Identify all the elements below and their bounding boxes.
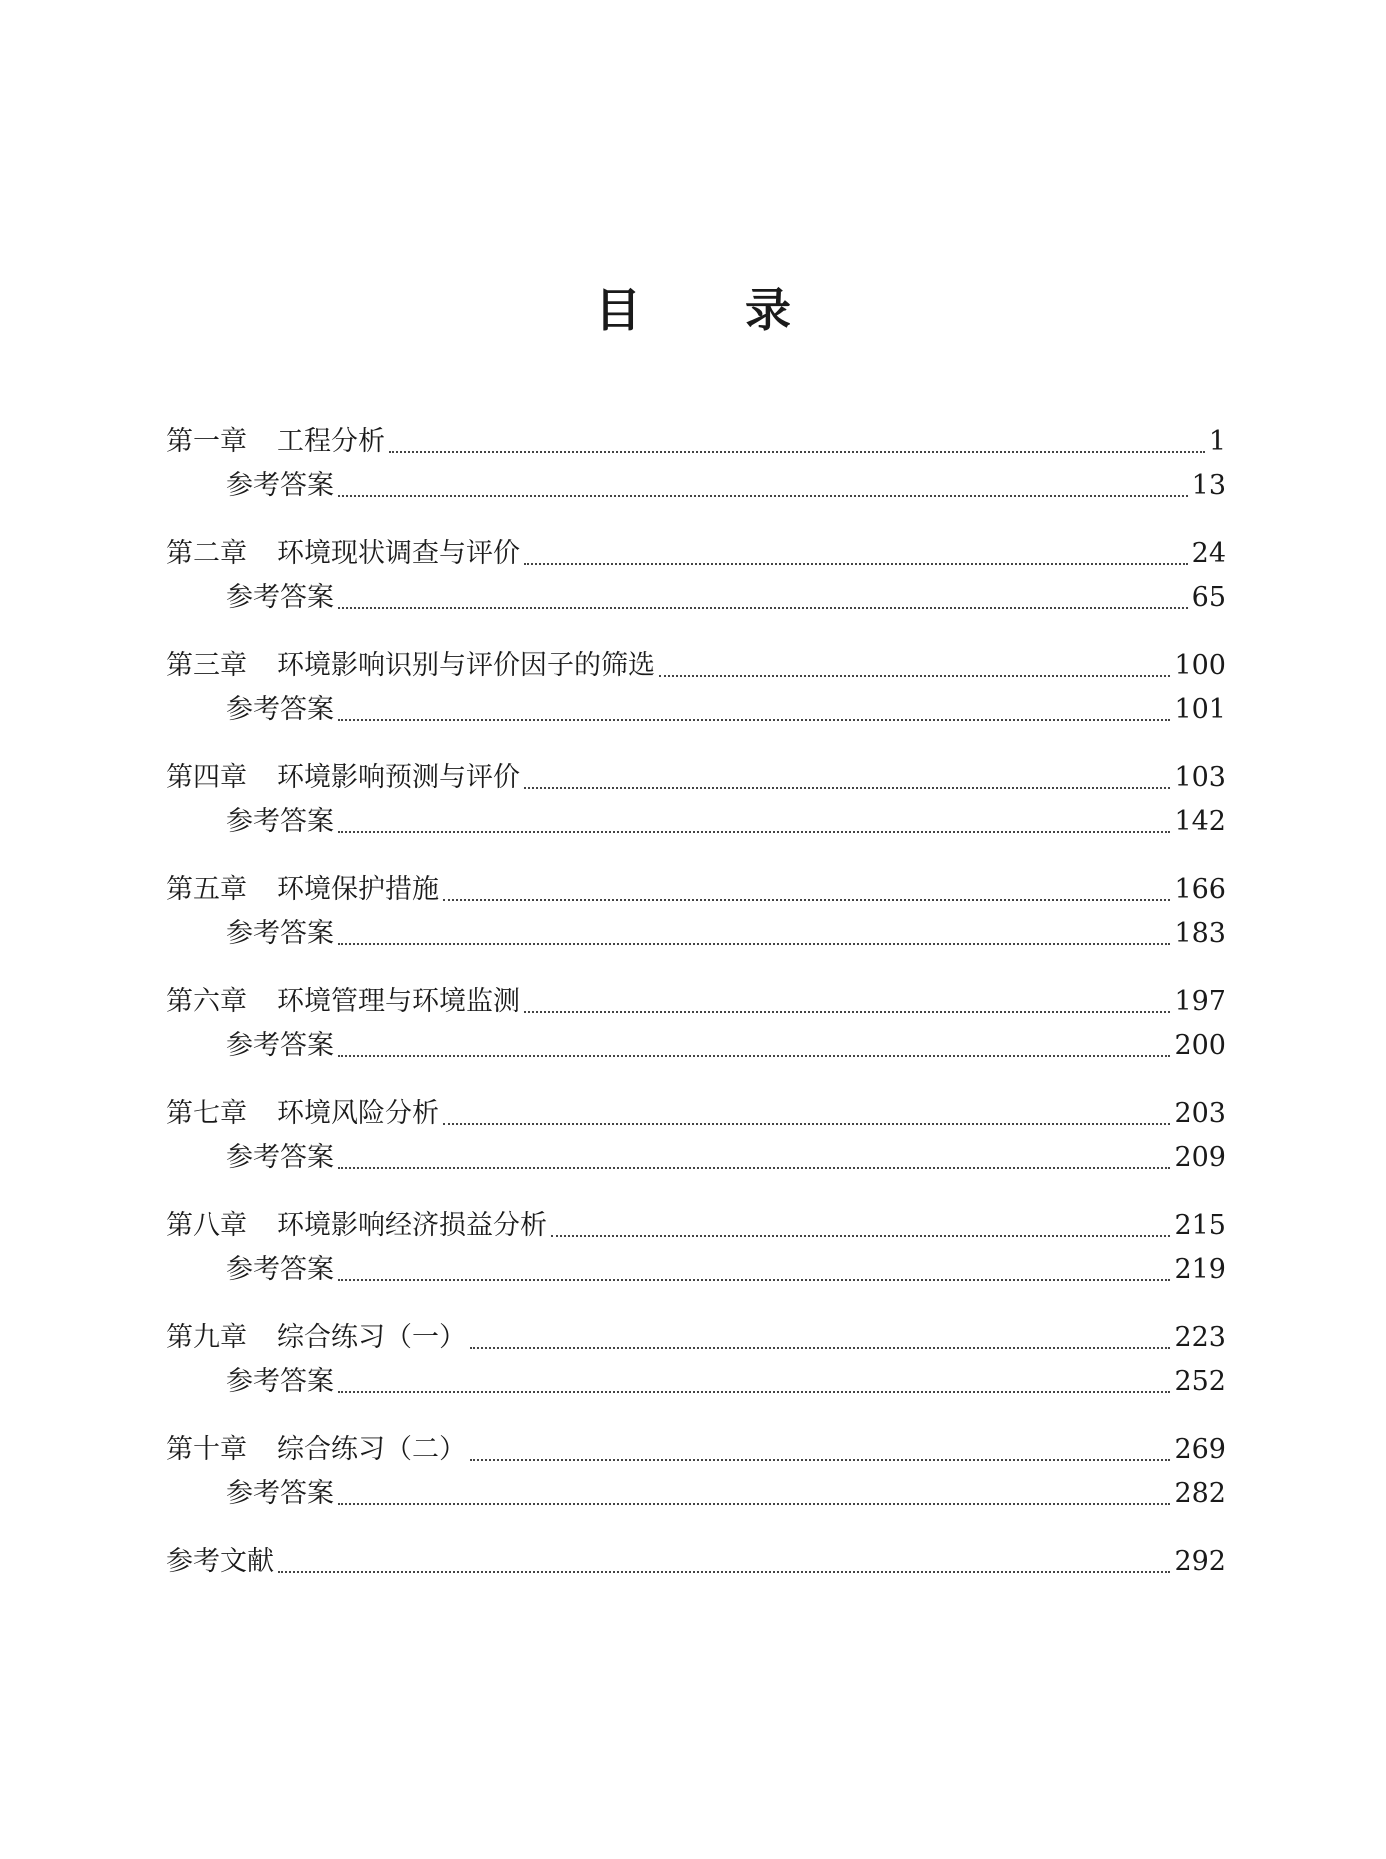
dot-leader <box>524 785 1170 789</box>
answer-label: 参考答案 <box>226 1366 334 1397</box>
toc-answer-6[interactable] <box>166 1024 1226 1068</box>
page-number: 197 <box>1174 986 1226 1017</box>
table-of-contents <box>166 420 1226 1584</box>
answer-label: 参考答案 <box>226 470 334 501</box>
page-number: 282 <box>1174 1478 1226 1509</box>
toc-chapter-6[interactable] <box>166 980 1226 1024</box>
chapter-title: 环境现状调查与评价 <box>277 538 520 569</box>
page-number: 24 <box>1191 538 1226 569</box>
page-number: 100 <box>1174 650 1226 681</box>
chapter-number: 第七章 <box>166 1098 247 1129</box>
chapter-number: 第五章 <box>166 874 247 905</box>
page-number: 103 <box>1174 762 1226 793</box>
dot-leader <box>551 1233 1170 1237</box>
dot-leader <box>338 1277 1170 1281</box>
chapter-number: 第十章 <box>166 1434 247 1465</box>
chapter-number: 第九章 <box>166 1322 247 1353</box>
page-number: 13 <box>1191 470 1226 501</box>
toc-answer-2[interactable] <box>166 576 1226 620</box>
page-number: 209 <box>1174 1142 1226 1173</box>
chapter-title: 环境影响预测与评价 <box>277 762 520 793</box>
page-number: 65 <box>1191 582 1226 613</box>
page-number: 215 <box>1174 1210 1226 1241</box>
page-number: 203 <box>1174 1098 1226 1129</box>
page-number: 166 <box>1174 874 1226 905</box>
page-number: 101 <box>1174 694 1226 725</box>
answer-label: 参考答案 <box>226 1478 334 1509</box>
chapter-title: 环境影响识别与评价因子的筛选 <box>277 650 655 681</box>
dot-leader <box>338 493 1188 497</box>
chapter-number: 第四章 <box>166 762 247 793</box>
chapter-title: 环境保护措施 <box>277 874 439 905</box>
dot-leader <box>659 673 1170 677</box>
dot-leader <box>338 1501 1170 1505</box>
toc-chapter-1[interactable] <box>166 420 1226 464</box>
page-number: 200 <box>1174 1030 1226 1061</box>
chapter-title: 工程分析 <box>277 426 385 457</box>
toc-chapter-9[interactable] <box>166 1316 1226 1360</box>
chapter-number: 第六章 <box>166 986 247 1017</box>
toc-answer-5[interactable] <box>166 912 1226 956</box>
page-number: 252 <box>1174 1366 1226 1397</box>
toc-chapter-3[interactable] <box>166 644 1226 688</box>
page-number: 269 <box>1174 1434 1226 1465</box>
page-number: 142 <box>1174 806 1226 837</box>
answer-label: 参考答案 <box>226 1030 334 1061</box>
toc-chapter-10[interactable] <box>166 1428 1226 1472</box>
dot-leader <box>470 1345 1170 1349</box>
references-title: 参考文献 <box>166 1546 274 1577</box>
toc-answer-8[interactable] <box>166 1248 1226 1292</box>
dot-leader <box>524 1009 1170 1013</box>
dot-leader <box>470 1457 1170 1461</box>
answer-label: 参考答案 <box>226 582 334 613</box>
dot-leader <box>338 1389 1170 1393</box>
page-title: 目 录 <box>594 283 835 337</box>
dot-leader <box>443 1121 1170 1125</box>
toc-chapter-7[interactable] <box>166 1092 1226 1136</box>
page-number: 219 <box>1174 1254 1226 1285</box>
dot-leader <box>524 561 1188 565</box>
toc-answer-3[interactable] <box>166 688 1226 732</box>
answer-label: 参考答案 <box>226 918 334 949</box>
toc-answer-9[interactable] <box>166 1360 1226 1404</box>
chapter-number: 第八章 <box>166 1210 247 1241</box>
page-number: 223 <box>1174 1322 1226 1353</box>
toc-chapter-2[interactable] <box>166 532 1226 576</box>
toc-answer-1[interactable] <box>166 464 1226 508</box>
page-number: 1 <box>1208 426 1226 457</box>
answer-label: 参考答案 <box>226 806 334 837</box>
dot-leader <box>278 1569 1170 1573</box>
toc-answer-10[interactable] <box>166 1472 1226 1516</box>
chapter-number: 第一章 <box>166 426 247 457</box>
toc-chapter-4[interactable] <box>166 756 1226 800</box>
answer-label: 参考答案 <box>226 1254 334 1285</box>
toc-chapter-8[interactable] <box>166 1204 1226 1248</box>
dot-leader <box>389 449 1205 453</box>
dot-leader <box>338 1053 1170 1057</box>
chapter-title: 环境管理与环境监测 <box>277 986 520 1017</box>
chapter-title: 综合练习（一） <box>277 1322 466 1353</box>
toc-references[interactable] <box>166 1540 1226 1584</box>
chapter-title: 环境影响经济损益分析 <box>277 1210 547 1241</box>
dot-leader <box>338 717 1170 721</box>
page-number: 183 <box>1174 918 1226 949</box>
toc-answer-7[interactable] <box>166 1136 1226 1180</box>
toc-chapter-5[interactable] <box>166 868 1226 912</box>
answer-label: 参考答案 <box>226 1142 334 1173</box>
answer-label: 参考答案 <box>226 694 334 725</box>
dot-leader <box>338 829 1170 833</box>
chapter-title: 环境风险分析 <box>277 1098 439 1129</box>
chapter-title: 综合练习（二） <box>277 1434 466 1465</box>
dot-leader <box>443 897 1170 901</box>
dot-leader <box>338 605 1188 609</box>
chapter-number: 第三章 <box>166 650 247 681</box>
dot-leader <box>338 941 1170 945</box>
page-number: 292 <box>1174 1546 1226 1577</box>
dot-leader <box>338 1165 1170 1169</box>
toc-answer-4[interactable] <box>166 800 1226 844</box>
chapter-number: 第二章 <box>166 538 247 569</box>
